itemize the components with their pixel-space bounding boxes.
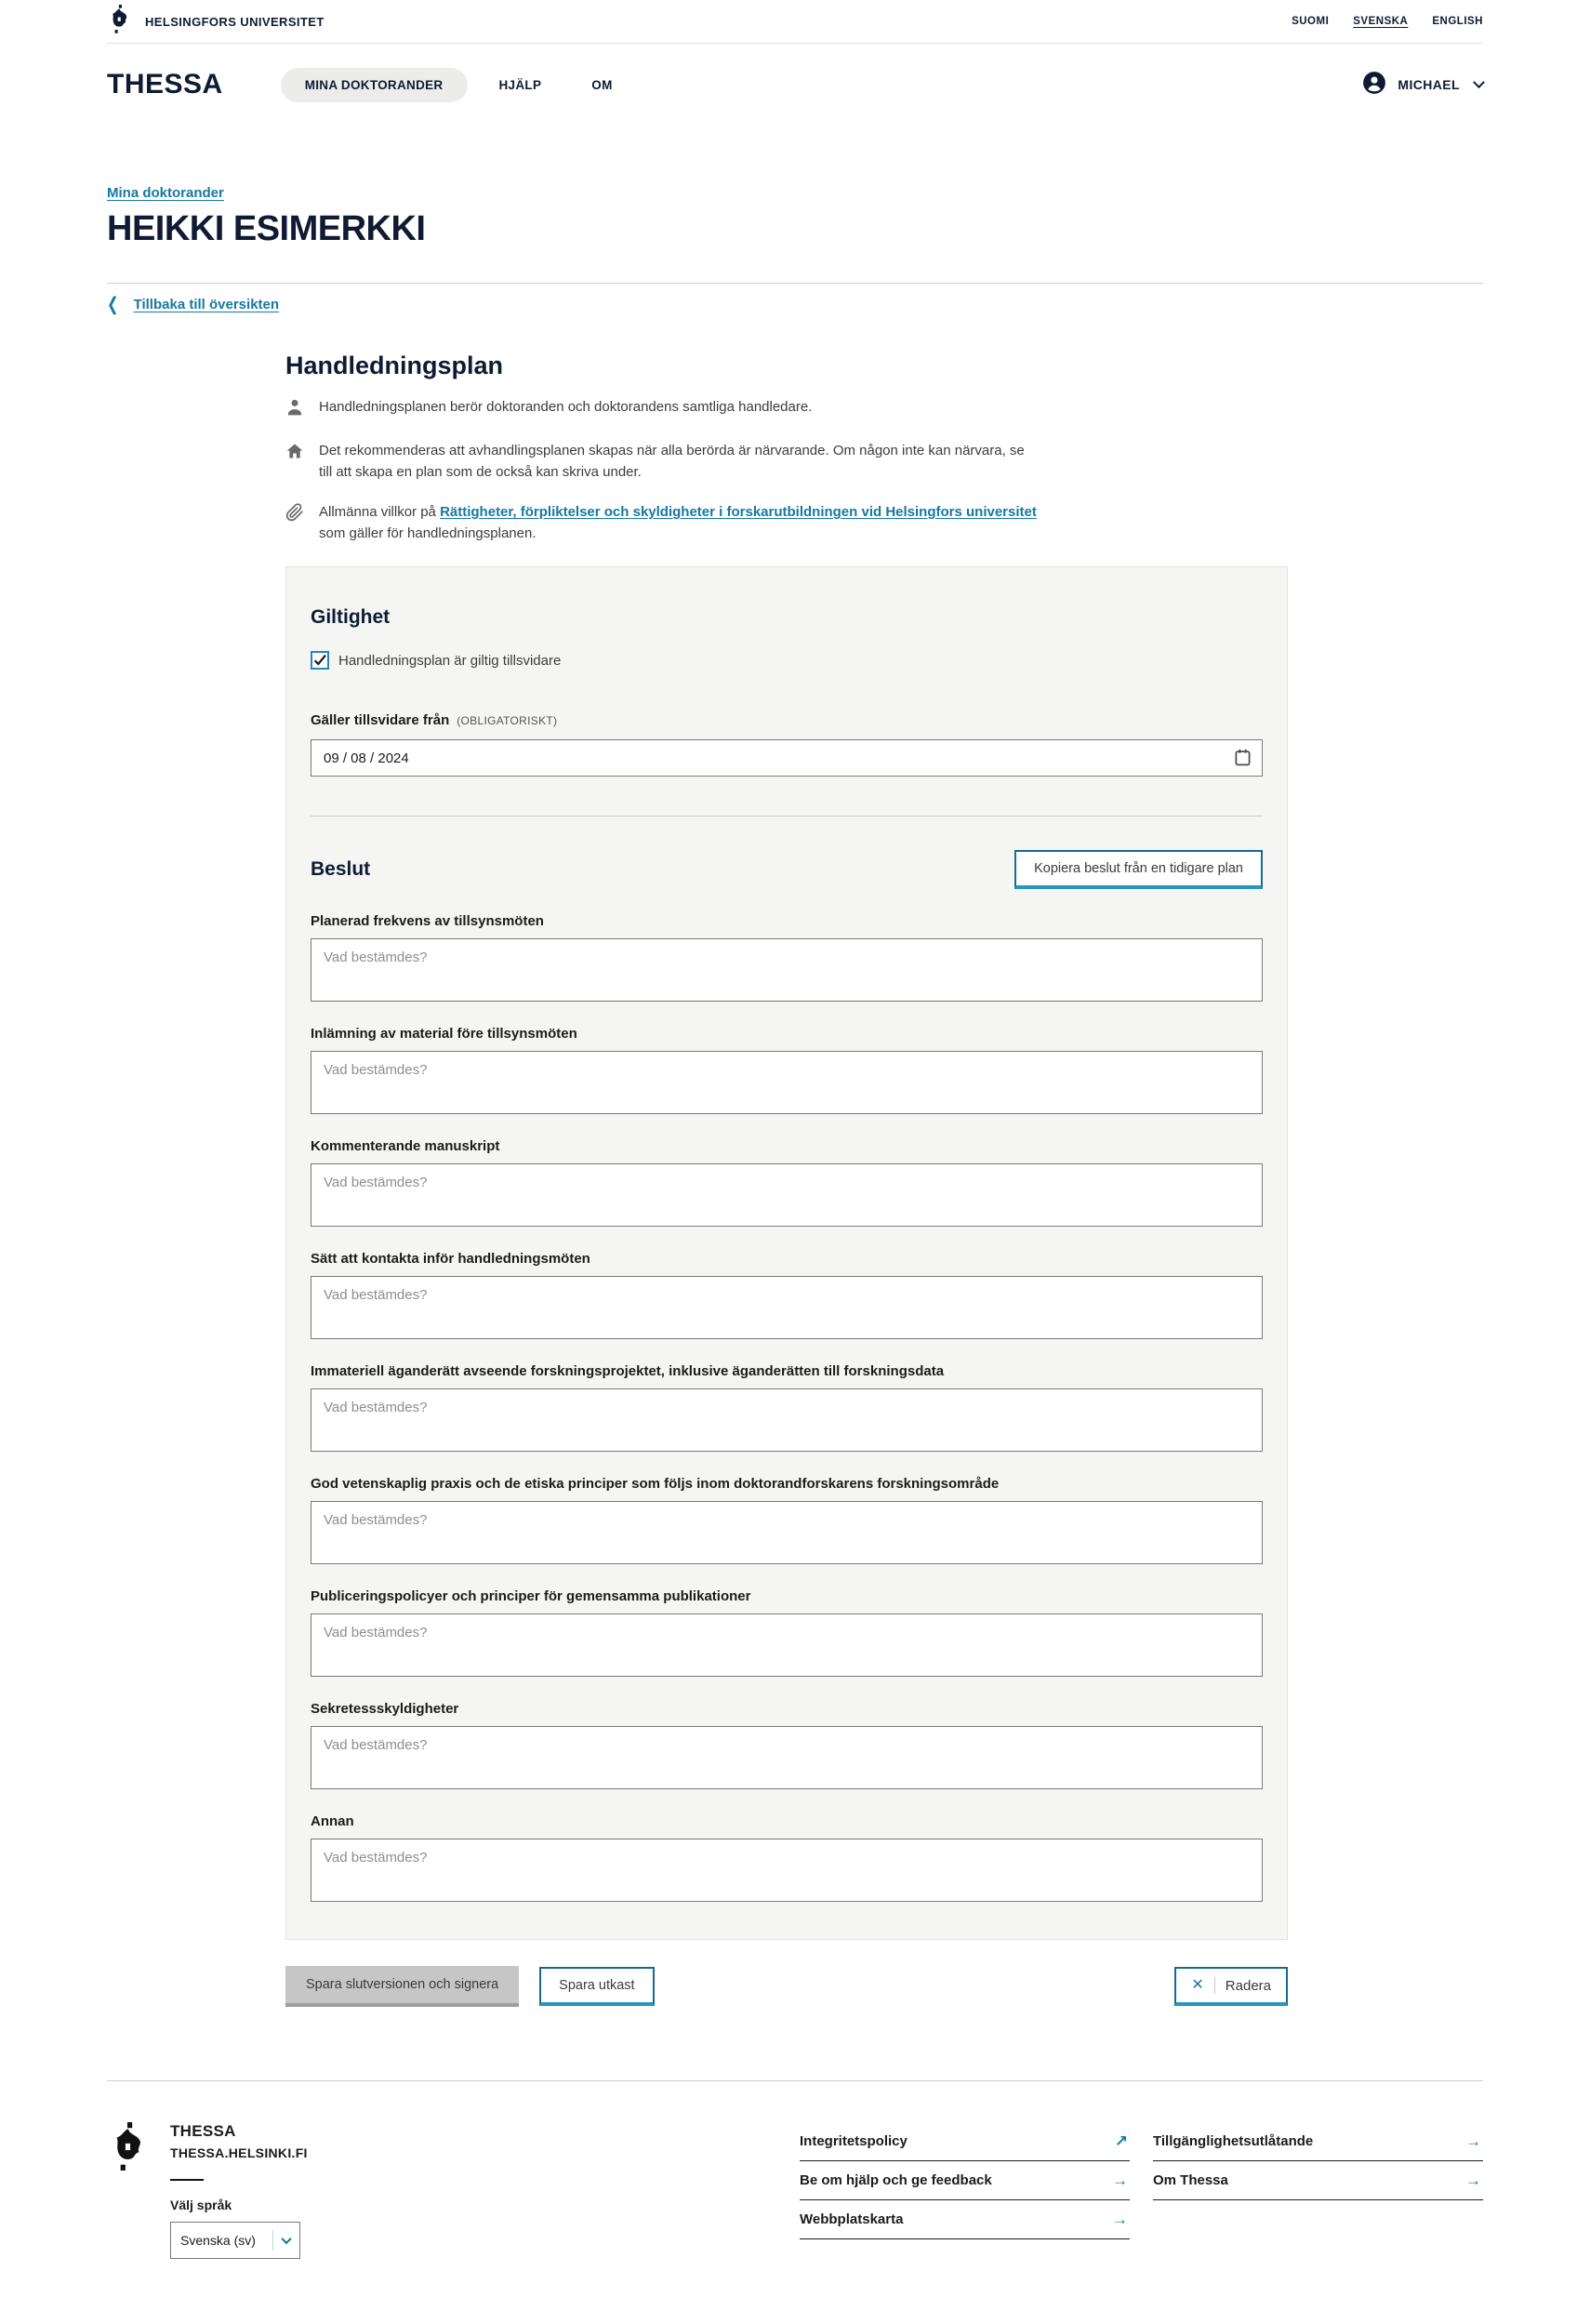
decision-textarea[interactable] bbox=[311, 1614, 1263, 1677]
footer-link-label: Integritetspolicy bbox=[800, 2133, 908, 2149]
decision-textarea[interactable] bbox=[311, 1163, 1263, 1227]
chevron-down-icon bbox=[1473, 76, 1485, 88]
person-icon bbox=[285, 397, 306, 421]
university-logo-icon bbox=[107, 2122, 150, 2259]
select-divider bbox=[272, 2230, 273, 2251]
language-switcher bbox=[1292, 16, 1483, 27]
note-text-before: Allmänna villkor på bbox=[319, 504, 441, 520]
note-terms bbox=[285, 502, 1039, 544]
arrow-right-icon: → bbox=[1112, 2171, 1128, 2189]
user-menu[interactable] bbox=[1362, 71, 1483, 100]
external-link-icon: ↗ bbox=[1114, 2132, 1128, 2150]
chevron-left-icon: ❮ bbox=[107, 294, 119, 315]
paperclip-icon bbox=[285, 502, 306, 544]
university-name: HELSINGFORS UNIVERSITET bbox=[145, 14, 325, 29]
button-divider bbox=[1214, 1977, 1215, 1994]
arrow-right-icon: → bbox=[1112, 2211, 1128, 2228]
decision-textarea[interactable] bbox=[311, 1388, 1263, 1452]
back-to-overview-link[interactable]: Tillbaka till översikten bbox=[133, 296, 280, 312]
field-label: Sekretessskyldigheter bbox=[311, 1701, 459, 1717]
footer-link-label: Om Thessa bbox=[1153, 2172, 1228, 2188]
arrow-right-icon: → bbox=[1465, 2132, 1481, 2150]
decision-field-material-submission bbox=[311, 1026, 1263, 1114]
calendar-icon[interactable] bbox=[1234, 748, 1252, 772]
note-recommendation bbox=[285, 441, 1039, 483]
field-label: Annan bbox=[311, 1813, 354, 1829]
note-participants bbox=[285, 397, 1039, 421]
language-select[interactable] bbox=[170, 2222, 300, 2259]
decision-field-contact-methods bbox=[311, 1251, 1263, 1339]
delete-button[interactable] bbox=[1174, 1967, 1288, 2006]
lang-suomi[interactable]: SUOMI bbox=[1292, 16, 1330, 27]
field-label: God vetenskaplig praxis och de etiska principer som följs inom doktorandforskarens forskningsområde bbox=[311, 1476, 1000, 1492]
page-title: HEIKKI ESIMERKKI bbox=[107, 209, 426, 248]
university-home-link[interactable] bbox=[107, 5, 325, 39]
field-label: Inlämning av material före tillsynsmöten bbox=[311, 1026, 577, 1042]
title-divider bbox=[107, 283, 1483, 284]
decision-field-manuscript-comments bbox=[311, 1138, 1263, 1227]
language-select-value: Svenska (sv) bbox=[180, 2233, 256, 2248]
decision-textarea[interactable] bbox=[311, 1051, 1263, 1114]
footer-app-name: THESSA bbox=[170, 2122, 236, 2140]
note-text bbox=[319, 502, 1039, 544]
chevron-down-icon bbox=[281, 2234, 291, 2244]
avatar-icon bbox=[1362, 71, 1386, 100]
decisions-heading: Beslut bbox=[311, 858, 371, 880]
date-input[interactable] bbox=[311, 739, 1263, 777]
decision-textarea[interactable] bbox=[311, 1276, 1263, 1339]
decision-field-meeting-frequency bbox=[311, 913, 1263, 1002]
x-icon: ✕ bbox=[1191, 1977, 1204, 1993]
validity-checkbox-label[interactable]: Handledningsplan är giltig tillsvidare bbox=[338, 652, 562, 669]
footer-link-label: Webbplatskarta bbox=[800, 2211, 904, 2227]
copy-decisions-button[interactable]: Kopiera beslut från en tidigare plan bbox=[1014, 850, 1263, 889]
plan-form-panel bbox=[285, 566, 1288, 1940]
decision-field-confidentiality bbox=[311, 1701, 1263, 1789]
lang-english[interactable]: ENGLISH bbox=[1432, 16, 1483, 27]
note-text-after: som gäller för handledningsplanen. bbox=[319, 525, 537, 541]
main-nav bbox=[107, 44, 1483, 126]
top-bar bbox=[107, 0, 1483, 44]
footer-dash bbox=[170, 2179, 204, 2181]
home-icon bbox=[285, 441, 306, 483]
footer-link-about[interactable] bbox=[1153, 2161, 1483, 2200]
terms-link[interactable]: Rättigheter, förpliktelser och skyldigheter i forskarutbildningen vid Helsingfors universitet bbox=[440, 504, 1037, 520]
decision-field-publication-policies bbox=[311, 1588, 1263, 1677]
decision-textarea[interactable] bbox=[311, 1501, 1263, 1564]
university-logo-icon bbox=[107, 5, 132, 39]
form-actions bbox=[285, 1966, 1288, 2007]
validity-checkbox[interactable] bbox=[311, 651, 329, 670]
footer bbox=[107, 2122, 1483, 2324]
breadcrumb-mina-doktorander[interactable]: Mina doktorander bbox=[107, 185, 224, 201]
decision-field-scientific-practice bbox=[311, 1476, 1263, 1564]
field-label: Kommenterande manuskript bbox=[311, 1138, 500, 1154]
footer-link-help-feedback[interactable] bbox=[800, 2161, 1130, 2200]
user-name: MICHAEL bbox=[1398, 77, 1460, 92]
save-final-button[interactable]: Spara slutversionen och signera bbox=[285, 1966, 519, 2007]
form-heading: Handledningsplan bbox=[285, 352, 504, 379]
app-brand[interactable]: THESSA bbox=[107, 69, 223, 100]
validity-checkbox-row[interactable] bbox=[311, 651, 1263, 670]
field-label: Immateriell äganderätt avseende forskningsprojektet, inklusive äganderätten till forskningsdata bbox=[311, 1363, 945, 1379]
footer-link-label: Be om hjälp och ge feedback bbox=[800, 2172, 992, 2188]
nav-items bbox=[281, 68, 631, 102]
lang-svenska[interactable]: SVENSKA bbox=[1353, 16, 1409, 27]
footer-divider bbox=[107, 2080, 1483, 2081]
nav-item-hjalp[interactable]: HJÄLP bbox=[498, 77, 542, 92]
date-label: Gäller tillsvidare från bbox=[311, 712, 450, 728]
footer-link-label: Tillgänglighetsutlåtande bbox=[1153, 2133, 1314, 2149]
save-draft-button[interactable]: Spara utkast bbox=[539, 1967, 654, 2006]
arrow-right-icon: → bbox=[1465, 2171, 1481, 2189]
footer-link-privacy[interactable] bbox=[800, 2122, 1130, 2161]
decision-textarea[interactable] bbox=[311, 938, 1263, 1002]
footer-domain: THESSA.HELSINKI.FI bbox=[170, 2145, 308, 2160]
decision-textarea[interactable] bbox=[311, 1839, 1263, 1902]
field-label: Planerad frekvens av tillsynsmöten bbox=[311, 913, 544, 929]
form-notes bbox=[285, 397, 1039, 544]
field-label: Publiceringspolicyer och principer för gemensamma publikationer bbox=[311, 1588, 751, 1604]
footer-brand-block bbox=[107, 2122, 308, 2259]
nav-item-om[interactable]: OM bbox=[591, 77, 613, 92]
decision-textarea[interactable] bbox=[311, 1726, 1263, 1789]
section-divider bbox=[311, 816, 1263, 817]
delete-button-label: Radera bbox=[1225, 1977, 1271, 1994]
required-indicator: (OBLIGATORISKT) bbox=[457, 714, 558, 727]
note-text: Det rekommenderas att avhandlingsplanen skapas när alla berörda är närvarande. Om någon inte kan närvara, se till att skapa en plan som de också kan skriva under. bbox=[319, 443, 1025, 480]
footer-link-sitemap[interactable] bbox=[800, 2200, 1130, 2239]
decision-field-ip-rights bbox=[311, 1363, 1263, 1452]
field-label: Sätt att kontakta inför handledningsmöten bbox=[311, 1251, 590, 1267]
validity-heading: Giltighet bbox=[311, 606, 391, 628]
footer-links bbox=[800, 2122, 1483, 2259]
footer-link-accessibility[interactable] bbox=[1153, 2122, 1483, 2161]
date-field bbox=[311, 712, 1263, 777]
note-text: Handledningsplanen berör doktoranden och doktorandens samtliga handledare. bbox=[319, 399, 813, 415]
decision-field-other bbox=[311, 1813, 1263, 1902]
language-select-label: Välj språk bbox=[170, 2198, 232, 2212]
nav-item-mina-doktorander[interactable]: MINA DOKTORANDER bbox=[281, 68, 468, 102]
